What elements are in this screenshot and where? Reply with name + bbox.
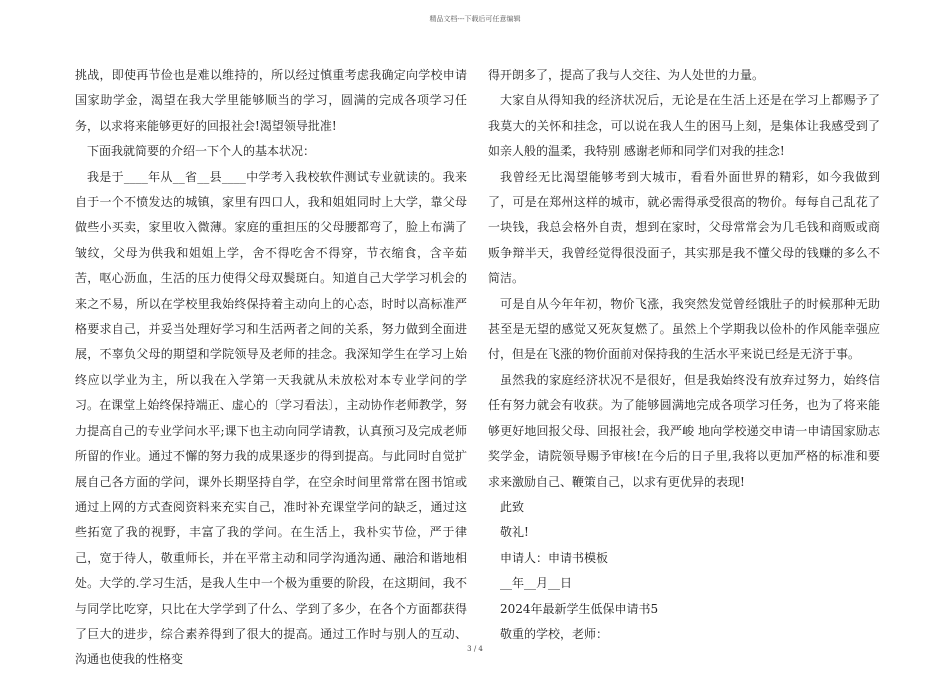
right-column — [488, 63, 880, 647]
applicant-line: 申请人：申请书模板 — [500, 550, 609, 565]
paragraph: 可是自从今年年初，物价飞涨，我突然发觉曾经饿肚子的时候那种无助甚至是无望的感觉又死灰复燃了。虽然上个学期我以俭朴的作风能幸强应付，但是在飞涨的物价面前对保持我的生活水平来说已经是无济于事。 — [488, 296, 880, 362]
section-title: 2024年最新学生低保申请书5 — [500, 601, 659, 616]
left-column — [75, 63, 467, 673]
greeting-line: 敬重的学校，老师： — [500, 626, 609, 641]
paragraph: 我是于____年从__省__县____中学考入我校软件测试专业就读的。我来自于一个不愤发达的城镇，家里有四口人，我和姐姐同时上大学，靠父母做些小买卖，家里收入微薄。家庭的重担压的父母腰都弯了，脸上布满了皱纹，父母为供我和姐姐上学，舍不得吃舍不得穿，节衣缩食，含辛茹苦，呕心沥血，生活的压力使得父母双鬓斑白。知道自己大学学习机会的来之不易，所以在学校里我始终保持着主动向上的心态，时时以高标准严格要求自己，并妥当处理好学习和生活两者之间的关系，努力做到全面进展，不辜负父母的期望和学院领导及老师的挂念。我深知学生在学习上始终应以学业为主，所以我在入学第一天我就从未放松对本专业学问的学习。在课堂上始终保持端正、虚心的〔学习看法〕，主动协作老师教学，努力提高自己的专业学问水平;课下也主动向同学请教，认真预习及完成老师所留的作业。通过不懈的努力我的成果逐步的得到提高。与此同时自觉扩展自己各方面的学问，课外长期坚持自学，在空余时间里常常在图书馆或通过上网的方式查阅资料来充实自己，准时补充课堂学问的缺乏，通过这些拓宽了我的视野，丰富了我的学问。在生活上，我朴实节俭，严于律己，宽于待人，敬重师长，并在平常主动和同学沟通沟通、融洽和谐地相处。大学的.学习生活，是我人生中一个极为重要的阶段，在这期间，我不与同学比吃穿，只比在大学学到了什么、学到了多少，在各个方面都获得了巨大的进步，综合素养得到了很大的提高。通过工作时与别人的互动、沟通也使我的性格变 — [75, 169, 467, 667]
paragraph: 挑战，即使再节俭也是难以维持的，所以经过慎重考虑我确定向学校申请国家助学金，渴望在我大学里能够顺当的学习，圆满的完成各项学习任务，以求将来能够更好的回报社会!渴望领导批准! — [75, 68, 467, 133]
paragraph: 得开朗多了，提高了我与人交往、为人处世的力量。 — [488, 68, 765, 82]
paragraph: 下面我就简要的介绍一下个人的基本状况： — [87, 144, 316, 159]
paragraph: 我曾经无比渴望能够考到大城市，看看外面世界的精彩，如今我做到了，可是在郑州这样的城市，就必需得承受很高的物价。每每自己乱花了一块钱，我总会格外自责，想到在家时，父母常常会为几毛钱和商贩或商贩争辩半天，我曾经觉得很没面子，其实那是我不懂父母的钱赚的多么不简洁。 — [488, 169, 880, 286]
paragraph: 虽然我的家庭经济状况不是很好，但是我始终没有放弃过努力，始终信任有努力就会有收获。为了能够圆满地完成各项学习任务，也为了将来能够更好地回报父母、回报社会，我严峻 地向学校递交申请一申请国家励志奖学金，请院领导赐予审核!在今后的日子里,我将以更加严格的标准和要求来激励自己、鞭策自己，以求有更优异的表现! — [488, 372, 880, 489]
page-header: 精品文档---下载后可任意编辑 — [429, 15, 521, 23]
page-number: 3 / 4 — [467, 645, 483, 653]
paragraph: 大家自从得知我的经济状况后，无论是在生活上还是在学习上都赐予了我莫大的关怀和挂念，可以说在我人生的困马上刻，是集体让我感受到了如亲人般的温柔，我特别 感谢老师和同学们对我的挂念! — [488, 93, 880, 159]
date-line: __年__月__日 — [500, 576, 573, 591]
closing-line: 此致 — [500, 499, 525, 514]
salutation: 敬礼! — [500, 525, 529, 540]
